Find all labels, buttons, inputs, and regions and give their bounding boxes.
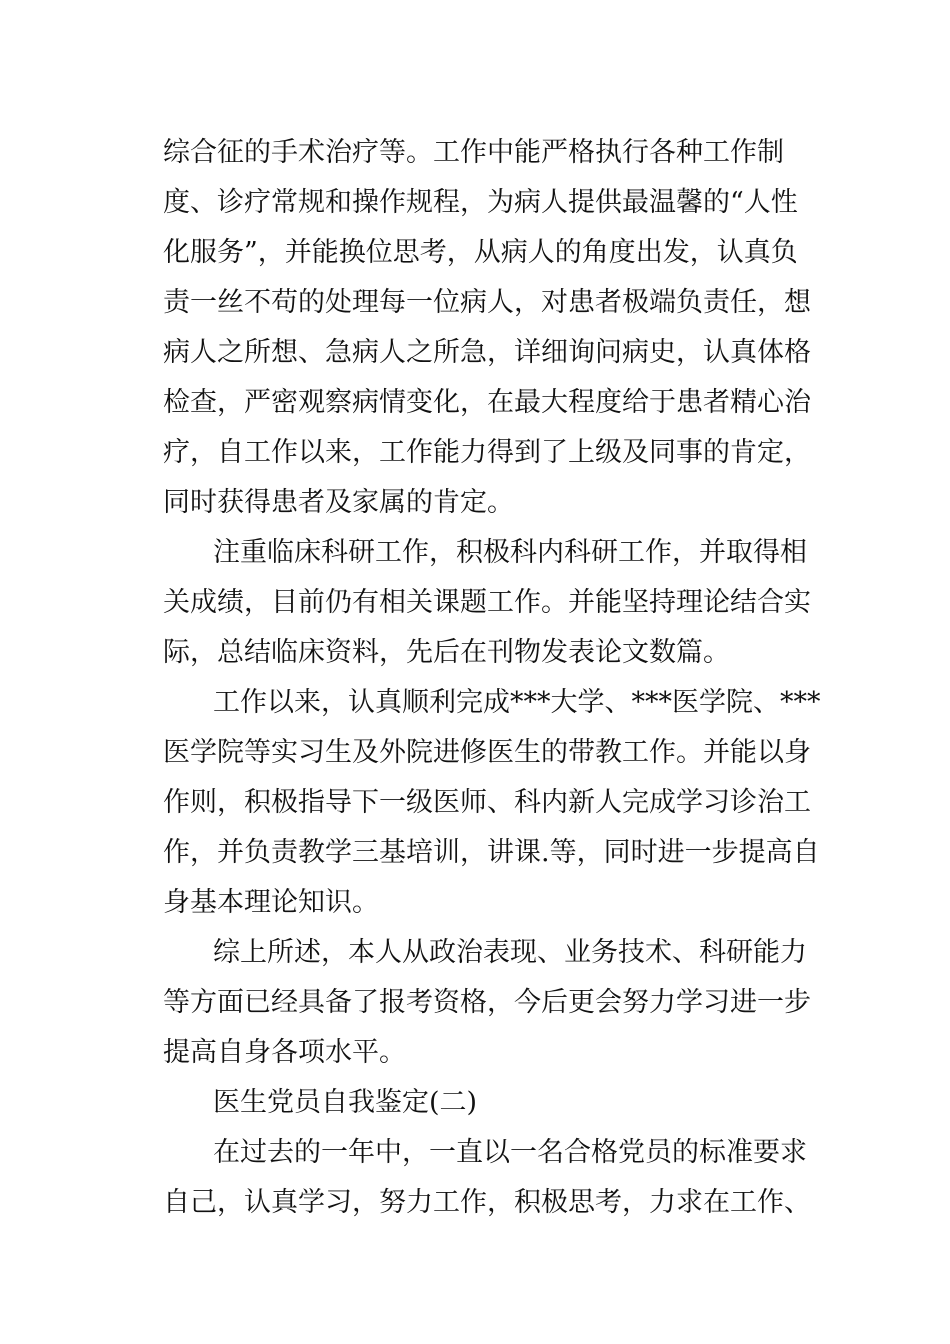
text-line: 际，总结临床资料，先后在刊物发表论文数篇。 <box>163 637 730 668</box>
text-line: 综合征的手术治疗等。工作中能严格执行各种工作制 <box>163 137 784 168</box>
paragraph-start-line: 注重临床科研工作，积极科内科研工作，并取得相 <box>213 537 807 568</box>
text-line: 化服务”，并能换位思考，从病人的角度出发，认真负 <box>163 237 798 268</box>
text-line: 疗，自工作以来，工作能力得到了上级及同事的肯定， <box>163 437 811 468</box>
text-line: 度、诊疗常规和操作规程，为病人提供最温馨的“人性 <box>163 187 798 218</box>
text-line: 作，并负责教学三基培训，讲课.等，同时进一步提高自 <box>163 837 820 868</box>
paragraph-start-line: 在过去的一年中，一直以一名合格党员的标准要求 <box>213 1137 807 1168</box>
text-line: 等方面已经具备了报考资格，今后更会努力学习进一步 <box>163 987 811 1018</box>
text-line: 自己，认真学习，努力工作，积极思考，力求在工作、 <box>163 1187 811 1218</box>
text-line: 责一丝不苟的处理每一位病人，对患者极端负责任，想 <box>163 287 811 318</box>
text-line: 提高自身各项水平。 <box>163 1037 406 1068</box>
text-line: 病人之所想、急病人之所急，详细询问病史，认真体格 <box>163 337 811 368</box>
paragraph-start-line: 综上所述，本人从政治表现、业务技术、科研能力 <box>213 937 807 968</box>
text-line: 医学院等实习生及外院进修医生的带教工作。并能以身 <box>163 737 811 768</box>
text-line: 身基本理论知识。 <box>163 887 379 918</box>
text-line: 作则，积极指导下一级医师、科内新人完成学习诊治工 <box>163 787 811 818</box>
text-line: 检查，严密观察病情变化，在最大程度给于患者精心治 <box>163 387 811 418</box>
text-line: 关成绩，目前仍有相关课题工作。并能坚持理论结合实 <box>163 587 811 618</box>
section-heading: 医生党员自我鉴定(二) <box>213 1087 478 1118</box>
text-line: 同时获得患者及家属的肯定。 <box>163 487 514 518</box>
paragraph-start-line: 工作以来，认真顺利完成***大学、***医学院、*** <box>213 687 821 718</box>
